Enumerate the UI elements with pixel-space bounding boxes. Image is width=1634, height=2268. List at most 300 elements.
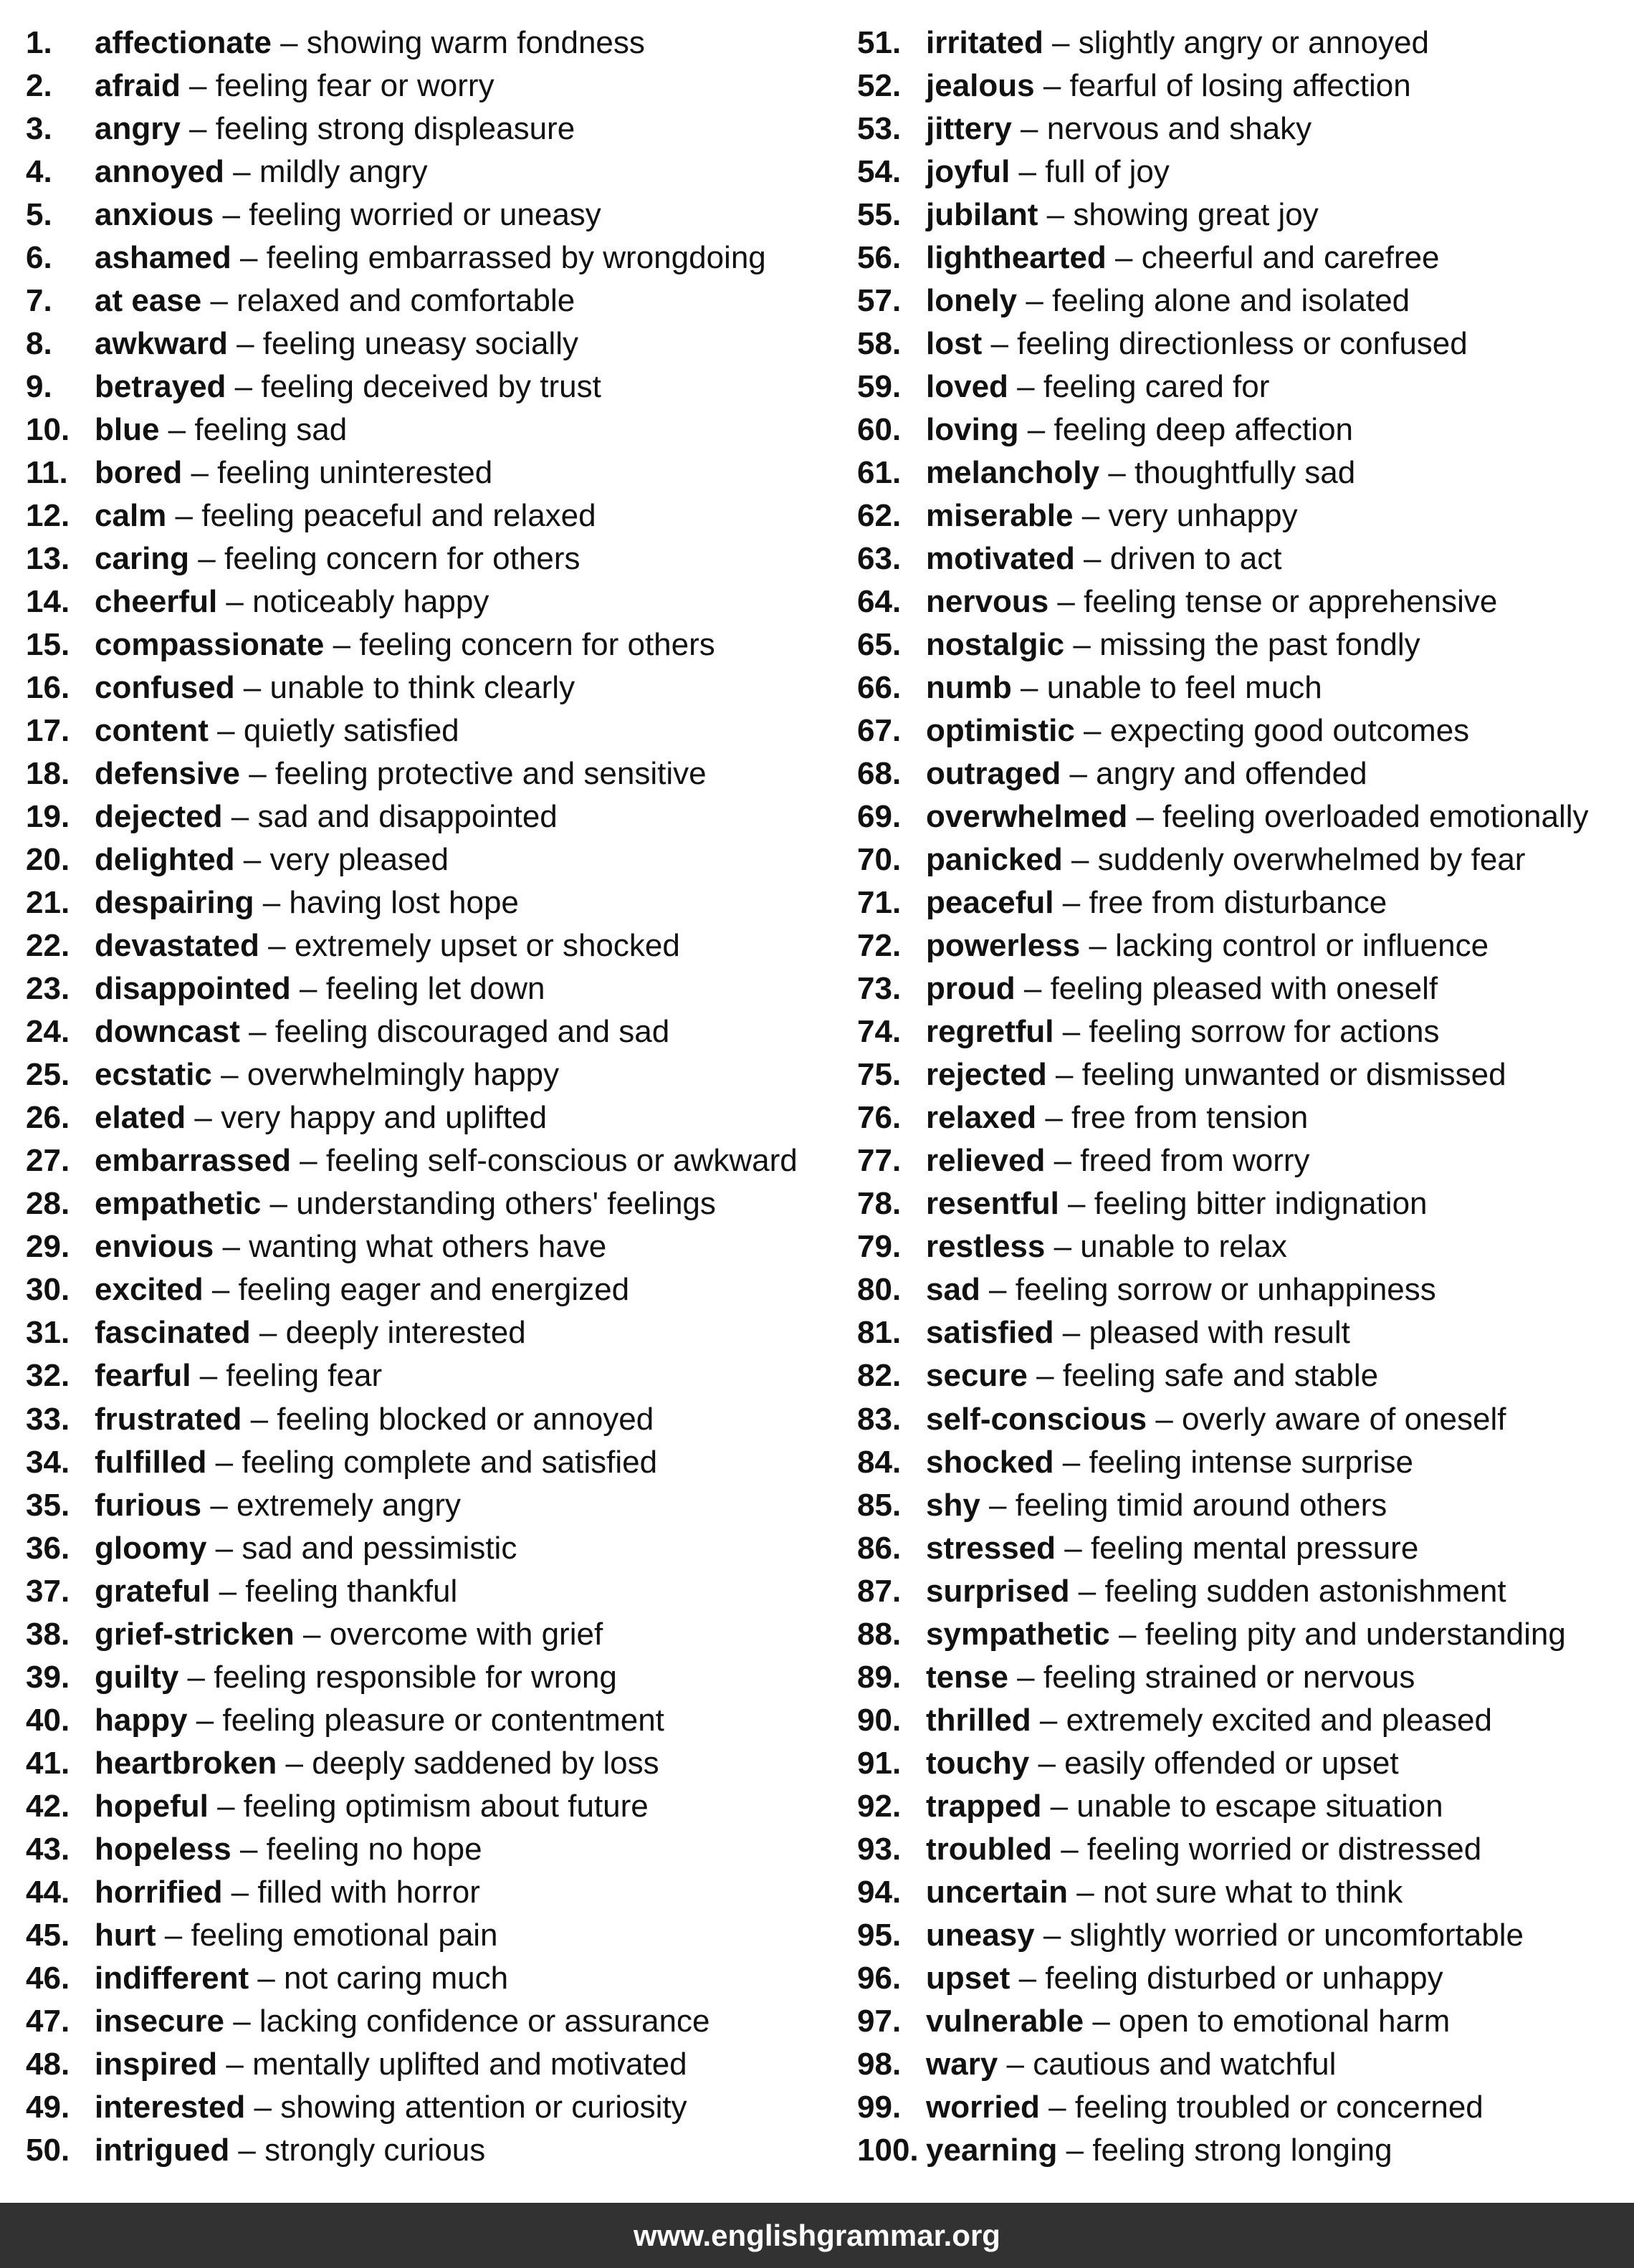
list-item <box>26 666 843 709</box>
list-item <box>857 451 1631 494</box>
item-number: 15. <box>26 627 70 663</box>
emotion-term: hopeless <box>95 1831 231 1867</box>
list-item <box>857 1182 1631 1225</box>
emotion-definition: feeling directionless or confused <box>1017 326 1468 362</box>
dash-separator: – <box>180 68 216 104</box>
item-number: 67. <box>857 713 902 749</box>
dash-separator: – <box>226 369 262 405</box>
dash-separator: – <box>1046 1057 1082 1093</box>
emotion-definition: feeling pleasure or contentment <box>222 1702 664 1738</box>
dash-separator: – <box>1109 1616 1145 1652</box>
dash-separator: – <box>1074 713 1110 749</box>
dash-separator: – <box>254 885 290 921</box>
emotion-term: relieved <box>926 1143 1046 1179</box>
list-item <box>857 623 1631 666</box>
dash-separator: – <box>159 412 195 448</box>
dash-separator: – <box>1061 756 1096 792</box>
item-number: 36. <box>26 1530 70 1566</box>
item-number: 72. <box>857 928 902 964</box>
item-text <box>95 451 492 494</box>
item-text <box>95 2043 687 2086</box>
item-number: 33. <box>26 1401 70 1437</box>
item-text <box>926 193 1319 236</box>
emotion-definition: easily offended or upset <box>1064 1745 1399 1781</box>
item-text <box>95 1053 559 1096</box>
list-item <box>26 1441 843 1484</box>
item-text <box>95 494 596 537</box>
list-item <box>26 881 843 924</box>
item-number: 48. <box>26 2046 70 2082</box>
emotion-term: proud <box>926 971 1016 1007</box>
emotion-term: stressed <box>926 1530 1056 1566</box>
dash-separator: – <box>1011 111 1047 147</box>
item-number: 17. <box>26 713 70 749</box>
item-text <box>926 236 1440 279</box>
emotion-definition: angry and offended <box>1096 756 1367 792</box>
item-number: 99. <box>857 2089 902 2125</box>
list-item <box>857 1914 1631 1957</box>
item-number: 9. <box>26 369 52 405</box>
list-item <box>857 365 1631 408</box>
dash-separator: – <box>222 799 258 835</box>
emotion-definition: feeling fear or worry <box>215 68 494 104</box>
item-number: 31. <box>26 1315 70 1351</box>
item-number: 80. <box>857 1272 902 1308</box>
emotion-term: awkward <box>95 326 228 362</box>
dash-separator: – <box>214 197 249 233</box>
dash-separator: – <box>1008 369 1043 405</box>
list-item <box>26 1785 843 1828</box>
emotion-term: ecstatic <box>95 1057 212 1093</box>
item-text <box>95 1527 517 1570</box>
item-text <box>926 1053 1506 1096</box>
item-number: 10. <box>26 412 70 448</box>
item-number: 20. <box>26 842 70 878</box>
item-text <box>926 1656 1415 1699</box>
emotion-term: hurt <box>95 1917 156 1953</box>
emotion-term: gloomy <box>95 1530 207 1566</box>
list-item <box>857 1441 1631 1484</box>
dash-separator: – <box>1147 1401 1182 1437</box>
item-text <box>95 537 580 580</box>
emotion-definition: feeling thankful <box>245 1573 458 1609</box>
emotion-term: horrified <box>95 1874 223 1910</box>
emotion-term: interested <box>95 2089 246 2125</box>
emotion-term: confused <box>95 670 235 706</box>
item-text <box>926 1785 1443 1828</box>
item-number: 100. <box>857 2132 919 2168</box>
item-number: 32. <box>26 1358 70 1394</box>
emotion-term: defensive <box>95 756 240 792</box>
dash-separator: – <box>178 1659 214 1695</box>
list-item <box>857 21 1631 64</box>
emotion-definition: feeling no hope <box>266 1831 482 1867</box>
item-text <box>95 1182 716 1225</box>
list-item <box>26 1699 843 1742</box>
emotion-definition: wanting what others have <box>249 1229 607 1265</box>
item-number: 73. <box>857 971 902 1007</box>
emotion-definition: feeling fear <box>226 1358 383 1394</box>
item-text <box>95 1742 659 1785</box>
emotion-term: caring <box>95 541 190 577</box>
item-text <box>95 193 601 236</box>
list-item <box>857 967 1631 1010</box>
item-text <box>926 795 1589 838</box>
emotion-term: fascinated <box>95 1315 251 1351</box>
emotion-definition: relaxed and comfortable <box>236 283 575 319</box>
dash-separator: – <box>1034 1917 1070 1953</box>
item-text <box>95 1139 798 1182</box>
list-item <box>26 2043 843 2086</box>
emotion-definition: unable to feel much <box>1046 670 1322 706</box>
item-text <box>926 623 1420 666</box>
list-item <box>26 2086 843 2129</box>
list-item <box>857 1311 1631 1354</box>
item-number: 68. <box>857 756 902 792</box>
item-number: 29. <box>26 1229 70 1265</box>
emotion-term: guilty <box>95 1659 179 1695</box>
emotion-definition: free from tension <box>1071 1100 1309 1136</box>
list-item <box>857 709 1631 752</box>
emotion-definition: feeling let down <box>325 971 545 1007</box>
item-text <box>95 1225 606 1268</box>
item-text <box>926 1957 1443 2000</box>
item-text <box>926 2043 1336 2086</box>
item-number: 64. <box>857 584 902 620</box>
dash-separator: – <box>1018 412 1054 448</box>
item-text <box>95 1828 482 1871</box>
item-text <box>926 666 1322 709</box>
dash-separator: – <box>201 1487 237 1523</box>
item-number: 6. <box>26 240 52 276</box>
item-text <box>926 1311 1350 1354</box>
list-item <box>26 1053 843 1096</box>
list-item <box>857 64 1631 107</box>
dash-separator: – <box>187 1702 223 1738</box>
emotion-term: secure <box>926 1358 1028 1394</box>
list-item <box>857 494 1631 537</box>
emotion-definition: noticeably happy <box>252 584 489 620</box>
item-text <box>926 2086 1484 2129</box>
item-text <box>95 1570 457 1613</box>
dash-separator: – <box>208 1788 244 1824</box>
emotion-definition: free from disturbance <box>1089 885 1387 921</box>
emotion-term: hopeful <box>95 1788 209 1824</box>
item-text <box>926 1139 1310 1182</box>
dash-separator: – <box>1048 584 1084 620</box>
item-text <box>95 1656 617 1699</box>
item-number: 11. <box>26 455 68 491</box>
dash-separator: – <box>1080 928 1116 964</box>
emotion-definition: feeling sudden astonishment <box>1104 1573 1506 1609</box>
footer-website[interactable]: www.englishgrammar.org <box>634 2218 1000 2252</box>
dash-separator: – <box>1011 670 1047 706</box>
emotion-term: intrigued <box>95 2132 230 2168</box>
item-text <box>95 1311 526 1354</box>
list-item <box>26 1871 843 1914</box>
item-text <box>95 1268 629 1311</box>
list-item <box>26 2129 843 2172</box>
emotion-definition: quietly satisfied <box>243 713 459 749</box>
emotion-definition: feeling discouraged and sad <box>274 1014 670 1050</box>
dash-separator: – <box>1031 1702 1066 1738</box>
item-text <box>95 1484 461 1527</box>
emotion-term: loved <box>926 369 1008 405</box>
dash-separator: – <box>239 756 275 792</box>
dash-separator: – <box>1054 1444 1089 1480</box>
emotion-term: despairing <box>95 885 254 921</box>
dash-separator: – <box>980 1272 1016 1308</box>
emotion-term: grateful <box>95 1573 211 1609</box>
item-text <box>926 150 1170 193</box>
emotion-definition: filled with horror <box>257 1874 480 1910</box>
emotion-definition: nervous and shaky <box>1046 111 1312 147</box>
emotion-term: tense <box>926 1659 1008 1695</box>
item-number: 85. <box>857 1487 902 1523</box>
emotion-term: powerless <box>926 928 1081 964</box>
item-number: 52. <box>857 68 902 104</box>
emotion-definition: showing great joy <box>1073 197 1319 233</box>
emotion-definition: feeling pity and understanding <box>1145 1616 1566 1652</box>
dash-separator: – <box>206 1530 242 1566</box>
dash-separator: – <box>186 1100 221 1136</box>
dash-separator: – <box>1010 1960 1046 1996</box>
item-text <box>95 365 601 408</box>
dash-separator: – <box>1015 971 1051 1007</box>
item-number: 53. <box>857 111 902 147</box>
emotion-definition: feeling concern for others <box>359 627 715 663</box>
item-number: 47. <box>26 2003 70 2039</box>
item-number: 88. <box>857 1616 902 1652</box>
emotion-definition: feeling cared for <box>1043 369 1270 405</box>
item-number: 42. <box>26 1788 70 1824</box>
emotion-definition: understanding others' feelings <box>296 1186 716 1222</box>
emotion-term: frustrated <box>95 1401 242 1437</box>
dash-separator: – <box>1099 455 1135 491</box>
emotion-definition: feeling strong longing <box>1092 2132 1392 2168</box>
item-number: 38. <box>26 1616 70 1652</box>
item-text <box>95 150 428 193</box>
item-text <box>926 451 1355 494</box>
emotion-term: bored <box>95 455 183 491</box>
list-item <box>26 408 843 451</box>
dash-separator: – <box>982 326 1018 362</box>
item-number: 16. <box>26 670 70 706</box>
emotion-term: worried <box>926 2089 1040 2125</box>
emotion-definition: feeling alone and isolated <box>1052 283 1410 319</box>
item-text <box>926 1613 1566 1656</box>
item-text <box>95 236 766 279</box>
dash-separator: – <box>1069 1573 1105 1609</box>
list-item <box>857 2000 1631 2043</box>
emotion-definition: full of joy <box>1045 154 1170 190</box>
dash-separator: – <box>156 1917 191 1953</box>
item-text <box>926 365 1269 408</box>
item-number: 51. <box>857 25 902 60</box>
emotion-term: affectionate <box>95 25 272 60</box>
dash-separator: – <box>191 1358 226 1394</box>
emotion-term: panicked <box>926 842 1063 878</box>
emotion-term: jittery <box>926 111 1012 147</box>
item-number: 24. <box>26 1014 70 1050</box>
item-number: 76. <box>857 1100 902 1136</box>
emotion-term: troubled <box>926 1831 1052 1867</box>
emotion-definition: unable to think clearly <box>269 670 575 706</box>
emotion-definition: cheerful and carefree <box>1141 240 1440 276</box>
dash-separator: – <box>210 1573 246 1609</box>
item-number: 75. <box>857 1057 902 1093</box>
item-number: 58. <box>857 326 902 362</box>
dash-separator: – <box>998 2046 1033 2082</box>
emotion-definition: driven to act <box>1109 541 1282 577</box>
emotion-term: lonely <box>926 283 1018 319</box>
item-text <box>95 1914 498 1957</box>
list-item <box>857 236 1631 279</box>
item-text <box>95 107 575 150</box>
emotion-term: shy <box>926 1487 980 1523</box>
emotion-definition: feeling complete and satisfied <box>242 1444 658 1480</box>
emotion-definition: feeling emotional pain <box>191 1917 498 1953</box>
dash-separator: – <box>214 1229 249 1265</box>
item-number: 91. <box>857 1745 902 1781</box>
item-text <box>95 64 494 107</box>
emotion-term: elated <box>95 1100 186 1136</box>
emotion-definition: thoughtfully sad <box>1134 455 1356 491</box>
emotion-term: rejected <box>926 1057 1047 1093</box>
emotion-term: sympathetic <box>926 1616 1110 1652</box>
emotion-definition: feeling worried or distressed <box>1086 1831 1482 1867</box>
dash-separator: – <box>1057 2132 1093 2168</box>
item-number: 1. <box>26 25 52 60</box>
item-text <box>926 1182 1428 1225</box>
item-text <box>95 795 558 838</box>
list-item <box>857 1010 1631 1053</box>
dash-separator: – <box>242 1401 277 1437</box>
list-item <box>857 150 1631 193</box>
emotion-term: shocked <box>926 1444 1054 1480</box>
item-number: 77. <box>857 1143 902 1179</box>
dash-separator: – <box>1029 1745 1065 1781</box>
list-item <box>857 2129 1631 2172</box>
dash-separator: – <box>1054 1315 1089 1351</box>
item-number: 49. <box>26 2089 70 2125</box>
dash-separator: – <box>1064 627 1100 663</box>
item-text <box>95 1354 382 1397</box>
item-number: 54. <box>857 154 902 190</box>
list-item <box>26 2000 843 2043</box>
emotion-term: heartbroken <box>95 1745 277 1781</box>
list-item <box>26 1570 843 1613</box>
list-item <box>857 795 1631 838</box>
list-item <box>26 537 843 580</box>
dash-separator: – <box>1034 68 1070 104</box>
list-item <box>857 1096 1631 1139</box>
item-number: 90. <box>857 1702 902 1738</box>
dash-separator: – <box>271 25 307 60</box>
item-text <box>95 623 715 666</box>
item-number: 94. <box>857 1874 902 1910</box>
emotion-term: empathetic <box>95 1186 262 1222</box>
item-number: 2. <box>26 68 52 104</box>
emotion-definition: showing warm fondness <box>306 25 645 60</box>
list-item <box>26 1527 843 1570</box>
dash-separator: – <box>1027 1358 1063 1394</box>
item-number: 57. <box>857 283 902 319</box>
emotion-definition: feeling strong displeasure <box>215 111 575 147</box>
item-number: 59. <box>857 369 902 405</box>
list-item <box>26 21 843 64</box>
dash-separator: – <box>1010 154 1046 190</box>
dash-separator: – <box>1062 842 1098 878</box>
emotion-list-right <box>857 21 1631 2172</box>
dash-separator: – <box>222 1874 258 1910</box>
list-item <box>26 1182 843 1225</box>
dash-separator: – <box>208 713 244 749</box>
dash-separator: – <box>294 1616 330 1652</box>
item-text <box>95 709 459 752</box>
emotion-term: embarrassed <box>95 1143 291 1179</box>
dash-separator: – <box>1045 1229 1081 1265</box>
dash-separator: – <box>1051 1831 1087 1867</box>
dash-separator: – <box>1074 541 1110 577</box>
item-number: 43. <box>26 1831 70 1867</box>
dash-separator: – <box>234 842 270 878</box>
list-item <box>26 1957 843 2000</box>
emotion-term: anxious <box>95 197 214 233</box>
emotion-term: thrilled <box>926 1702 1031 1738</box>
dash-separator: – <box>250 1315 286 1351</box>
emotion-term: touchy <box>926 1745 1030 1781</box>
emotion-definition: feeling sad <box>194 412 348 448</box>
list-item <box>26 967 843 1010</box>
list-item <box>26 365 843 408</box>
item-number: 86. <box>857 1530 902 1566</box>
list-item <box>857 1139 1631 1182</box>
emotion-term: outraged <box>926 756 1061 792</box>
emotion-term: uncertain <box>926 1874 1069 1910</box>
item-text <box>926 967 1438 1010</box>
item-number: 69. <box>857 799 902 835</box>
list-item <box>26 1398 843 1441</box>
emotion-definition: very unhappy <box>1108 498 1298 534</box>
emotion-definition: feeling uneasy socially <box>262 326 579 362</box>
emotion-term: calm <box>95 498 167 534</box>
list-item <box>26 494 843 537</box>
list-item <box>26 1225 843 1268</box>
emotion-term: angry <box>95 111 181 147</box>
list-item <box>857 881 1631 924</box>
dash-separator: – <box>1073 498 1109 534</box>
list-item <box>26 1268 843 1311</box>
list-item <box>26 1354 843 1397</box>
emotion-definition: deeply interested <box>285 1315 526 1351</box>
item-number: 83. <box>857 1401 902 1437</box>
emotion-definition: feeling overloaded emotionally <box>1162 799 1589 835</box>
item-text <box>926 1398 1506 1441</box>
emotion-term: jealous <box>926 68 1035 104</box>
item-number: 25. <box>26 1057 70 1093</box>
item-number: 60. <box>857 412 902 448</box>
dash-separator: – <box>234 670 270 706</box>
list-item <box>857 1871 1631 1914</box>
item-text <box>95 838 449 881</box>
item-text <box>95 408 347 451</box>
item-text <box>95 967 545 1010</box>
emotion-definition: mentally uplifted and motivated <box>252 2046 687 2082</box>
dash-separator: – <box>980 1487 1016 1523</box>
emotion-definition: overwhelmingly happy <box>247 1057 560 1093</box>
emotion-term: joyful <box>926 154 1010 190</box>
